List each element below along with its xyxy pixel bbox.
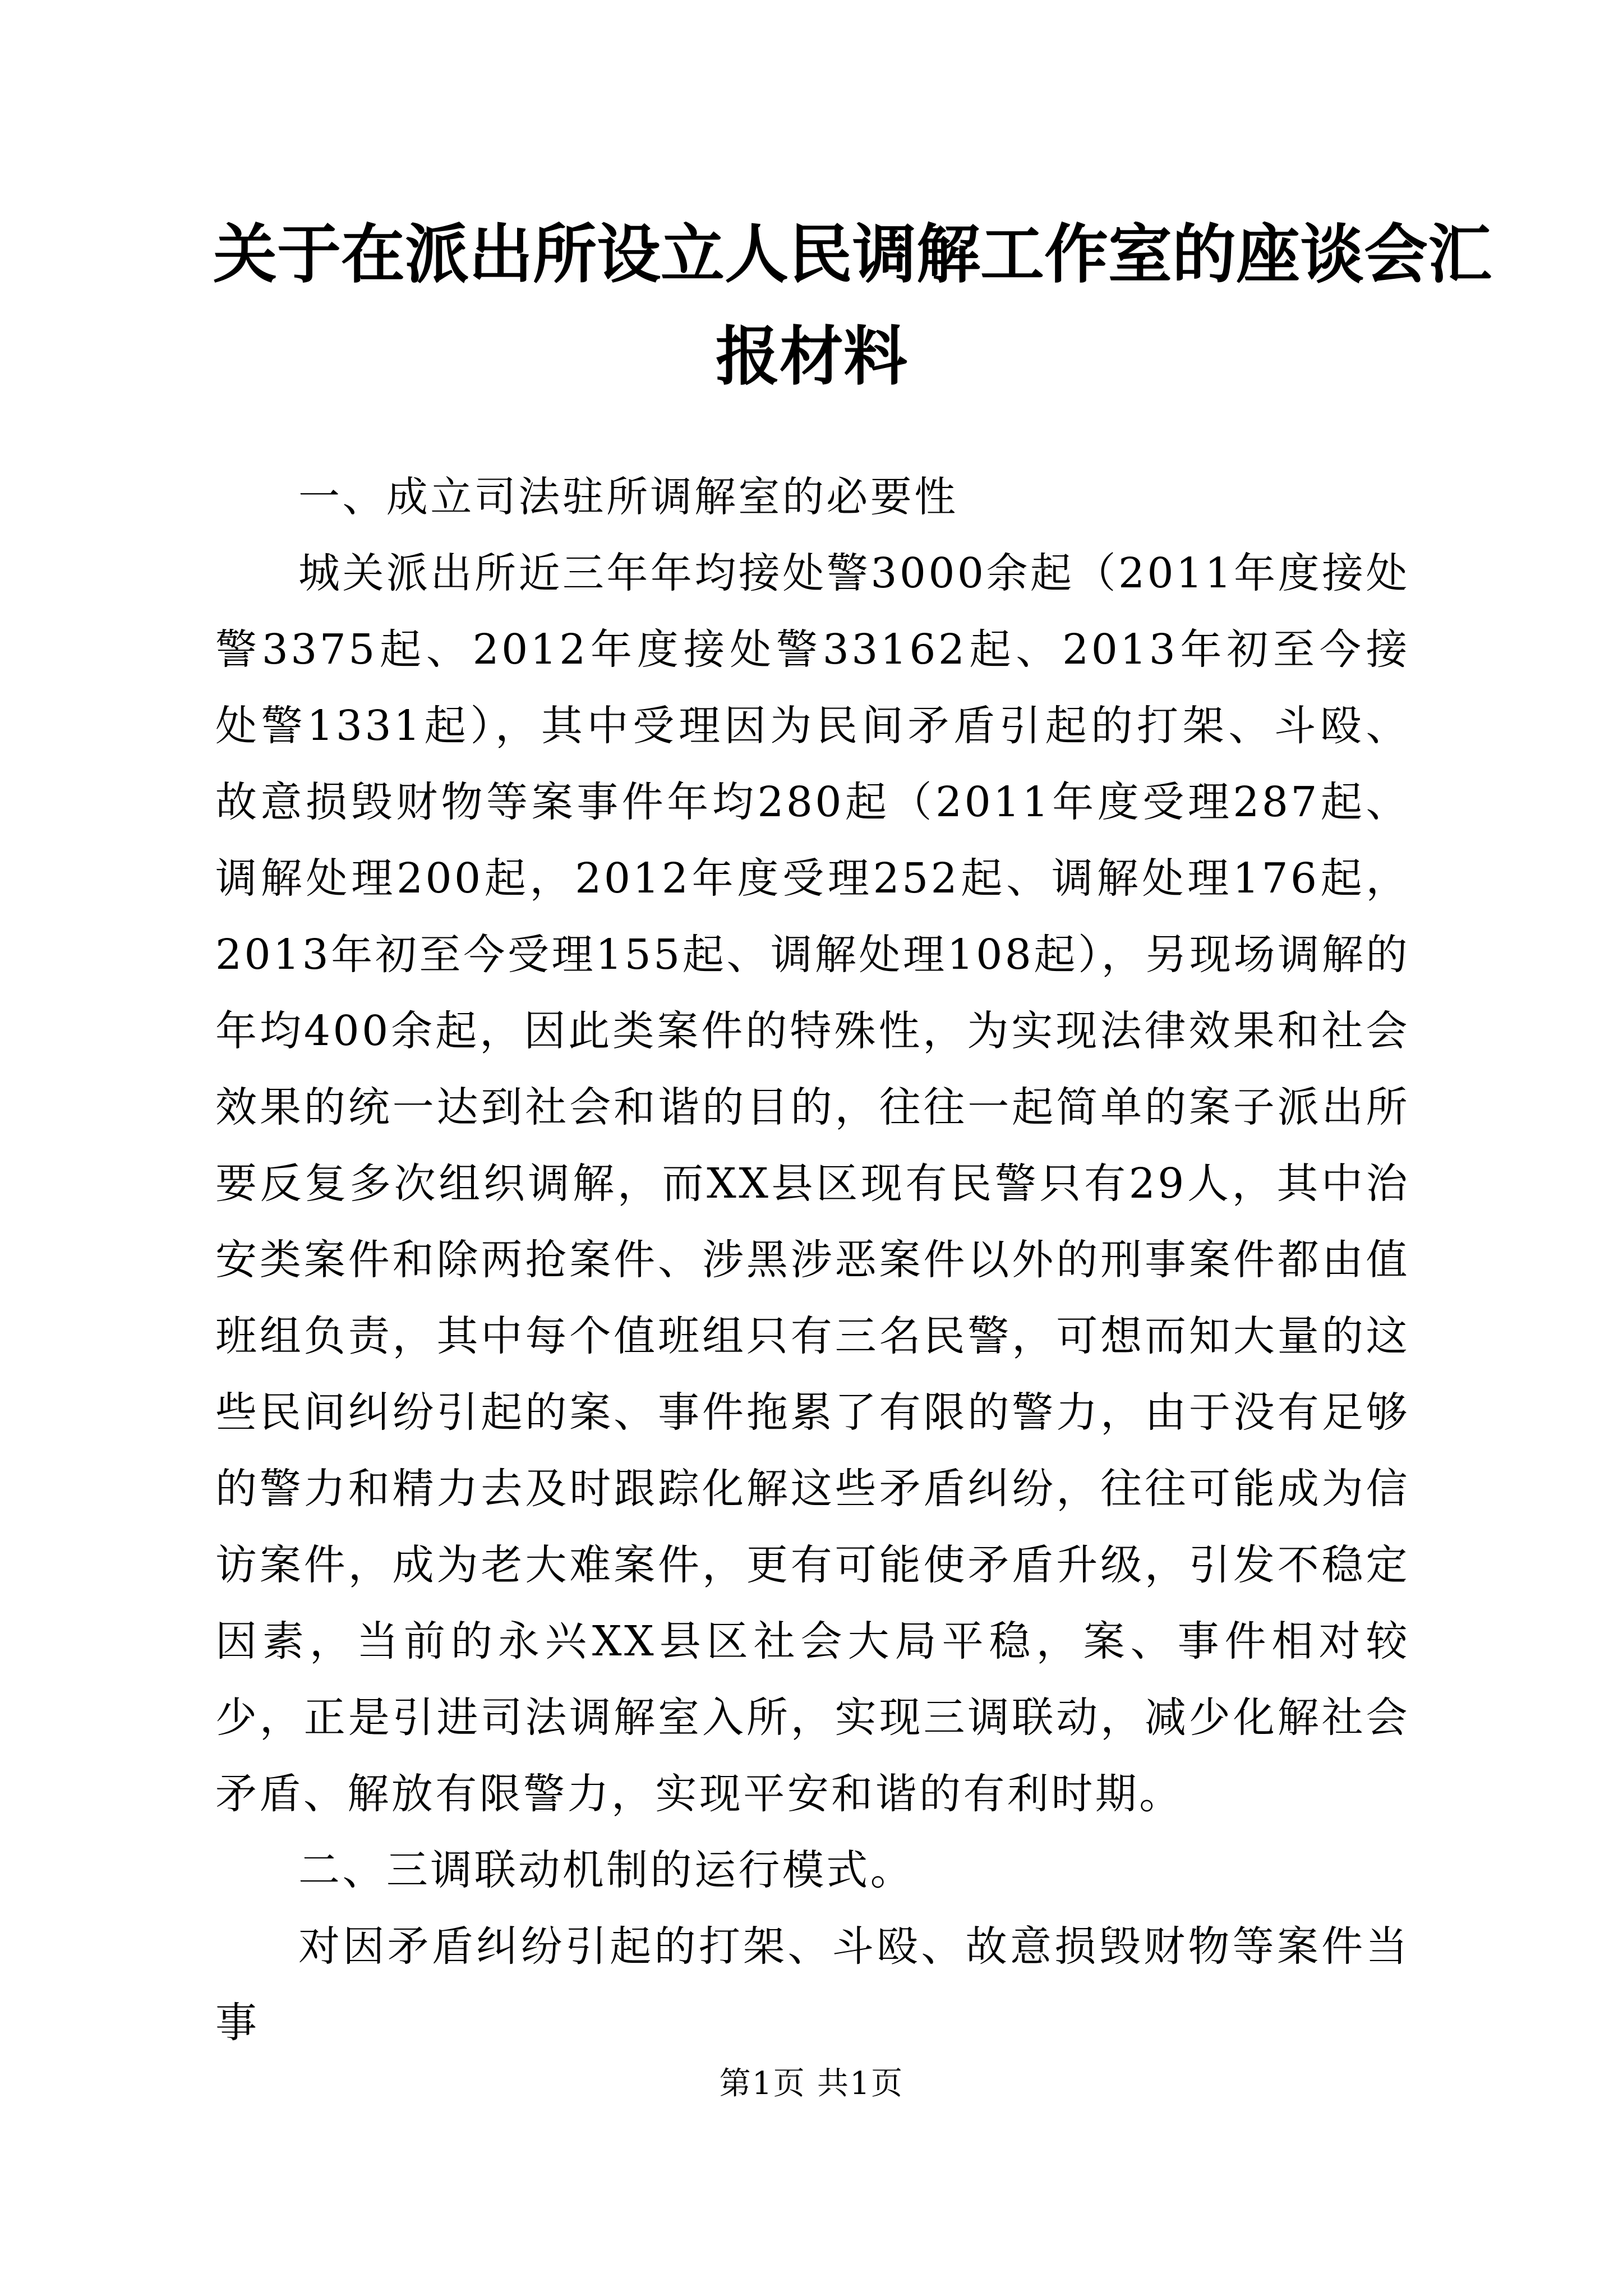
section-2-heading: 二、三调联动机制的运行模式。	[298, 1846, 915, 1894]
document-title	[213, 203, 1492, 407]
title-line-2: 报材料	[715, 319, 907, 394]
title-line-1: 关于在派出所设立人民调解工作室的座谈会汇	[213, 217, 1492, 292]
section-1-heading: 一、成立司法驻所调解室的必要性	[298, 473, 958, 521]
section-1-paragraph: 城关派出所近三年年均接处警3000余起（2011年度接处警3375起、2012年度接处警33162起、2013年初至今接处警1331起），其中受理因为民间矛盾引起的打架、斗殴、故意损毁财物等案事件年均280起（2011年度受理287起、调解处理200起，2012年度受理252起、调解处理176起，2013年初至今受理155起、调解处理108起），另现场调解的年均400余起，因此类案件的特殊性，为实现法律效果和社会效果的统一达到社会和谐的目的，往往一起简单的案子派出所要反复多次组织调解，而XX县区现有民警只有29人，其中治安类案件和除两抢案件、涉黑涉恶案件以外的刑事案件都由值班组负责，其中每个值班组只有三名民警，可想而知大量的这些民间纠纷引起的案、事件拖累了有限的警力，由于没有足够的警力和精力去及时跟踪化解这些矛盾纠纷，往往可能成为信访案件，成为老大难案件，更有可能使矛盾升级，引发不稳定因素，当前的永兴XX县区社会大局平稳，案、事件相对较少，正是引进司法调解室入所，实现三调联动，减少化解社会矛盾、解放有限警力，实现平安和谐的有利时期。	[215, 549, 1410, 1818]
document-body	[215, 459, 1410, 2061]
page-footer: 第1页 共1页	[719, 2065, 904, 2102]
section-2-paragraph: 对因矛盾纠纷引起的打架、斗殴、故意损毁财物等案件当事	[215, 1922, 1410, 2047]
